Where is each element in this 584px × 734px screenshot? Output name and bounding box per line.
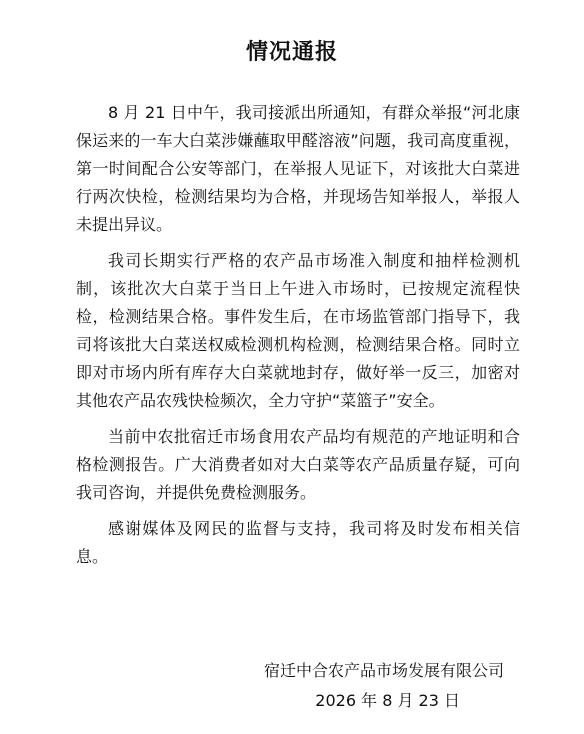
notice-body (76, 99, 520, 579)
issue-date: 2026 年 8 月 23 日 (315, 691, 460, 710)
paragraph-4: 感谢媒体及网民的监督与支持，我司将及时发布相关信息。 (76, 519, 520, 566)
paragraph-2: 我司长期实行严格的农产品市场准入制度和抽样检测机制，该批次大白菜于当日上午进入市场时，已按规定流程快检，检测结果合格。事件发生后，在市场监管部门指导下，我司将该批大白菜送权威检测机构检测，检测结果合格。同时立即对市场内所有库存大白菜就地封存，做好举一反三，加密对其他农产品农残快检频次，全力守护“菜篮子”安全。 (76, 251, 520, 410)
paragraph-3: 当前中农批宿迁市场食用农产品均有规范的产地证明和合格检测报告。广大消费者如对大白菜等农产品质量存疑，可向我司咨询，并提供免费检测服务。 (76, 427, 520, 502)
company-name: 宿迁中合农产品市场发展有限公司 (263, 661, 504, 680)
signature-block (264, 656, 504, 716)
notice-title: 情况通报 (245, 40, 338, 65)
paragraph-1: 8 月 21 日中午，我司接派出所通知，有群众举报“河北康保运来的一车大白菜涉嫌蘸取甲醛溶液”问题，我司高度重视，第一时间配合公安等部门，在举报人见证下，对该批大白菜进行两次快检，检测结果均为合格，并现场告知举报人，举报人未提出异议。 (76, 103, 520, 234)
